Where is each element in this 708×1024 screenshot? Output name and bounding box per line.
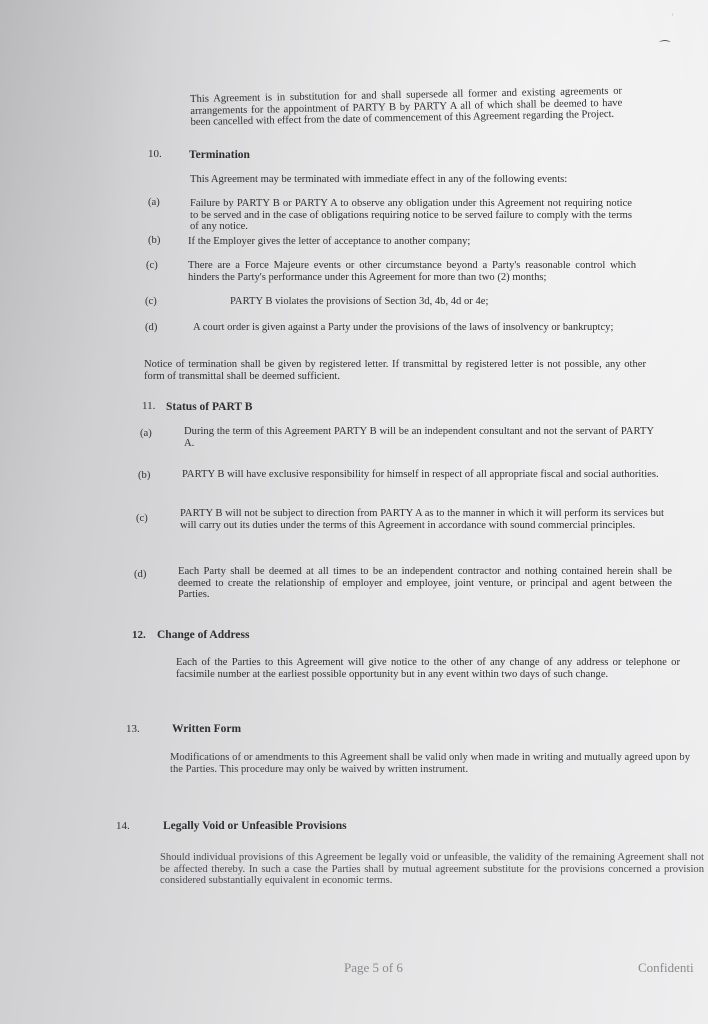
section-11-number: 11. [142, 400, 156, 412]
section-10-number: 10. [148, 148, 162, 160]
section-14-title: Legally Void or Unfeasible Provisions [163, 820, 347, 832]
sec10-item-c-label: (c) [146, 260, 158, 271]
section-13-number: 13. [126, 723, 140, 735]
sec11-item-a-label: (a) [140, 428, 152, 439]
section-10-title: Termination [189, 149, 250, 161]
pen-mark: ⁀ [660, 40, 670, 54]
section-12-title: Change of Address [157, 629, 250, 641]
sec10-item-a-label: (a) [148, 197, 160, 208]
sec11-item-c-label: (c) [136, 513, 148, 524]
sec10-item-c2-label: (c) [145, 296, 157, 307]
sec11-item-b-text: PARTY B will have exclusive responsibility for himself in respect of all appropriate fiscal and social authorities. [182, 469, 659, 480]
sec11-item-a-text: During the term of this Agreement PARTY B will be an independent consultant and not the servant of PARTY A. [184, 426, 654, 449]
termination-notice: Notice of termination shall be given by registered letter. If transmittal by registered letter is not possible, any other form of transmittal shall be deemed sufficient. [144, 359, 646, 382]
sec10-item-c-text: There are a Force Majeure events or other circumstance beyond a Party's reasonable control which hinders the Party's performance under this Agreement for more than two (2) months; [188, 260, 636, 283]
confidential-label: Confidenti [638, 960, 694, 975]
page-number: Page 5 of 6 [344, 960, 403, 975]
intro-paragraph: This Agreement is in substitution for and shall supersede all former and existing agreements or arrangements for the appointment of PARTY B by PARTY A all of which shall be deemed to have been cancelled with effect from the date of commencement of this Agreement regarding the Project. [190, 85, 623, 128]
sec10-item-c2-text: PARTY B violates the provisions of Section 3d, 4b, 4d or 4e; [230, 296, 489, 307]
section-10-lead: This Agreement may be terminated with immediate effect in any of the following events: [190, 174, 568, 185]
sec10-item-a-text: Failure by PARTY B or PARTY A to observe any obligation under this Agreement not requiring notice to be served and in the case of obligations requiring notice to be served failure to comply with the terms of any notice. [190, 198, 632, 232]
section-13-text: Modifications of or amendments to this Agreement shall be valid only when made in writing and mutually agreed upon by the Parties. This procedure may only be waived by written instrument. [170, 752, 690, 775]
sec11-item-b-label: (b) [138, 470, 151, 481]
sec10-item-b-text: If the Employer gives the letter of acceptance to another company; [188, 236, 471, 247]
bleed-through-mark: ʼ [671, 12, 674, 22]
sec11-item-d-text: Each Party shall be deemed at all times to be an independent contractor and nothing contained herein shall be deemed to create the relationship of employer and employee, joint venture, or principal and agent between the Parties. [178, 566, 672, 600]
section-13-title: Written Form [172, 723, 242, 735]
sec11-item-c-text: PARTY B will not be subject to direction from PARTY A as to the manner in which it will perform its services but will carry out its duties under the terms of this Agreement in accordance with sound commercial principles. [180, 508, 664, 531]
sec10-item-d-text: A court order is given against a Party under the provisions of the laws of insolvency or bankruptcy; [193, 322, 614, 333]
section-11-title: Status of PART B [166, 401, 253, 413]
section-12-text: Each of the Parties to this Agreement will give notice to the other of any change of any address or telephone or facsimile number at the earliest possible opportunity but in any event within two days of such change. [176, 657, 680, 680]
section-12-number: 12. [132, 629, 146, 641]
section-14-number: 14. [116, 820, 130, 832]
sec11-item-d-label: (d) [134, 569, 147, 580]
section-14-text: Should individual provisions of this Agreement be legally void or unfeasible, the validity of the remaining Agreement shall not be affected thereby. In such a case the Parties shall by mutual agreement substitute for the provisions concerned a provision considered substantially equivalent in economic terms. [160, 852, 704, 886]
sec10-item-d-label: (d) [145, 322, 158, 333]
sec10-item-b-label: (b) [148, 235, 161, 246]
